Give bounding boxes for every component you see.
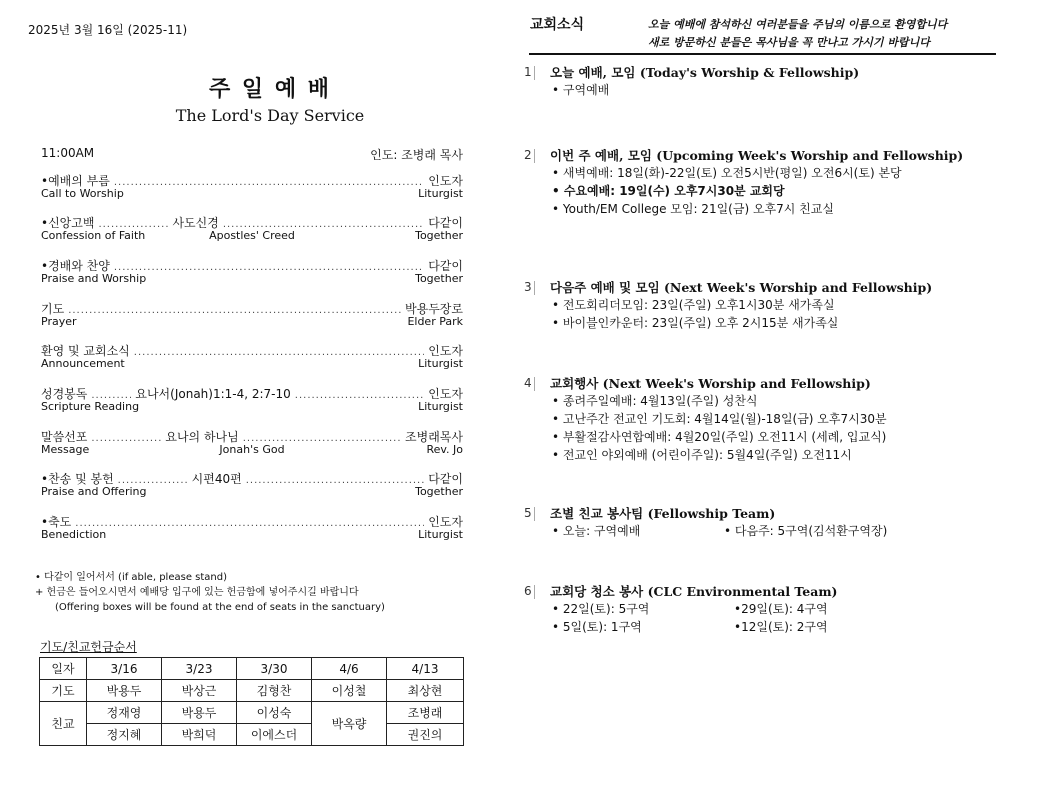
section-number: 2: [524, 148, 532, 162]
page-title: 주 일 예 배: [209, 76, 331, 102]
section-heading: 조별 친교 봉사팀 (Fellowship Team): [550, 506, 776, 521]
order-item-who: 박용두장로: [405, 302, 463, 316]
table-cell: 김형찬: [237, 680, 312, 702]
list-item: • 전교인 야외예배 (어린이주일): 5월4일(주일) 오전11시: [552, 448, 852, 462]
section-heading: 교회당 청소 봉사 (CLC Environmental Team): [550, 584, 838, 599]
table-cell: 박옥량: [312, 702, 387, 746]
table-cell: 이에스더: [237, 724, 312, 746]
table-cell: 최상현: [387, 680, 464, 702]
table-cell: 4/6: [312, 658, 387, 680]
order-item-ko: 환영 및 교회소식: [41, 344, 130, 358]
order-item-who-en: Liturgist: [418, 357, 463, 370]
order-item-who: 인도자: [428, 344, 463, 358]
table-cell: 일자: [40, 658, 87, 680]
order-item: [41, 214, 463, 244]
order-item-ko: •예배의 부름: [41, 174, 110, 188]
order-item: [41, 342, 463, 372]
order-item-who: 인도자: [428, 515, 463, 529]
schedule-table: [39, 657, 464, 746]
section-number: 4: [524, 376, 532, 390]
order-item-who: 인도자: [428, 387, 463, 401]
table-cell: 3/23: [162, 658, 237, 680]
schedule-title: 기도/친교헌금순서: [40, 640, 137, 654]
bulletin-date: 2025년 3월 16일 (2025-11): [28, 23, 188, 37]
order-item-en: Announcement: [41, 357, 125, 370]
divider: [529, 53, 996, 55]
list-item: •12일(토): 2구역: [734, 620, 828, 634]
order-item-en: Confession of Faith: [41, 229, 146, 242]
table-cell: 3/30: [237, 658, 312, 680]
order-item-ko: 말씀선포: [41, 430, 88, 444]
list-item: • 부활절감사연합예배: 4월20일(주일) 오전11시 (세례, 입교식): [552, 430, 887, 444]
order-item-mid-en: Jonah's God: [219, 443, 285, 456]
order-item-mid: 요나서(Jonah)1:1-4, 2:7-10: [135, 387, 291, 401]
order-item: [41, 300, 463, 330]
section-heading: 오늘 예배, 모임 (Today's Worship & Fellowship): [550, 65, 860, 80]
order-item-who: 다같이: [428, 259, 463, 273]
notes: [35, 570, 385, 615]
order-item-who-en: Together: [415, 272, 463, 285]
list-item: • Youth/EM College 모임: 21일(금) 오후7시 친교실: [552, 202, 834, 216]
list-item: • 22일(토): 5구역: [552, 602, 650, 616]
note-offering-en: (Offering boxes will be found at the end of seats in the sanctuary): [55, 602, 385, 613]
welcome-line: 오늘 예배에 참석하신 여러분들을 주님의 이름으로 환영합니다: [648, 18, 948, 31]
order-item-en: Message: [41, 443, 90, 456]
table-cell: 이성철: [312, 680, 387, 702]
table-row: [40, 680, 464, 702]
order-item-who-en: Elder Park: [407, 315, 463, 328]
order-item: [41, 428, 463, 458]
service-time: 11:00AM: [41, 146, 95, 160]
order-item-en: Prayer: [41, 315, 77, 328]
order-item-ko: 기도: [41, 302, 65, 316]
order-item-who-en: Liturgist: [418, 528, 463, 541]
section-heading: 다음주 예배 및 모임 (Next Week's Worship and Fellowship): [550, 280, 933, 295]
list-item: • 5일(토): 1구역: [552, 620, 642, 634]
order-item: [41, 172, 463, 202]
section-number: 5: [524, 506, 532, 520]
table-cell: 권진의: [387, 724, 464, 746]
order-item-mid-en: Apostles' Creed: [209, 229, 295, 242]
order-item-ko: •찬송 및 봉헌: [41, 472, 114, 486]
order-item-en: Praise and Offering: [41, 485, 147, 498]
list-item: • 오늘: 구역예배: [552, 524, 641, 538]
table-cell: 정지혜: [87, 724, 162, 746]
list-item: • 전도회리더모임: 23일(주일) 오후1시30분 새가족실: [552, 298, 835, 312]
list-item: • 종려주일예배: 4월13일(주일) 성찬식: [552, 394, 758, 408]
list-item: • 고난주간 전교인 기도회: 4월14일(월)-18일(금) 오후7시30분: [552, 412, 887, 426]
order-item-ko: 성경봉독: [41, 387, 88, 401]
list-item: • 다음주: 5구역(김석환구역장): [724, 524, 888, 538]
section-heading: 교회행사 (Next Week's Worship and Fellowship): [550, 376, 871, 391]
order-item-who-en: Together: [415, 485, 463, 498]
order-item-ko: •축도: [41, 515, 72, 529]
order-item: [41, 257, 463, 287]
order-item-who: 다같이: [428, 472, 463, 486]
order-item-ko: •경배와 찬양: [41, 259, 110, 273]
news-title: 교회소식: [530, 17, 585, 33]
order-item-mid: 요나의 하나님: [165, 430, 239, 444]
table-cell: 박용두: [87, 680, 162, 702]
list-item: • 수요예배: 19일(수) 오후7시30분 교회당: [552, 184, 785, 198]
list-item: •29일(토): 4구역: [734, 602, 828, 616]
order-item-en: Scripture Reading: [41, 400, 140, 413]
table-row: [40, 658, 464, 680]
table-cell: 박희덕: [162, 724, 237, 746]
order-item-ko: •신앙고백: [41, 216, 95, 230]
table-cell: 친교: [40, 702, 87, 746]
table-row: [40, 702, 464, 724]
section-number: 6: [524, 584, 532, 598]
table-cell: 기도: [40, 680, 87, 702]
welcome-message: [648, 16, 947, 52]
order-item: [41, 470, 463, 500]
order-item-who: 다같이: [428, 216, 463, 230]
list-item: • 구역예배: [552, 83, 610, 97]
table-cell: 박상근: [162, 680, 237, 702]
order-item-mid: 시편40편: [191, 472, 242, 486]
order-item-who-en: Together: [415, 229, 463, 242]
list-item: • 바이블인카운터: 23일(주일) 오후 2시15분 새가족실: [552, 316, 839, 330]
order-item-en: Benediction: [41, 528, 107, 541]
table-cell: 정재영: [87, 702, 162, 724]
table-cell: 3/16: [87, 658, 162, 680]
welcome-line: 새로 방문하신 분들은 목사님을 꼭 만나고 가시기 바랍니다: [648, 36, 930, 49]
order-item-en: Praise and Worship: [41, 272, 147, 285]
section-number: 3: [524, 280, 532, 294]
order-item-who-en: Liturgist: [418, 187, 463, 200]
service-leader: 인도: 조병래 목사: [370, 148, 463, 162]
order-item-who-en: Liturgist: [418, 400, 463, 413]
table-cell: 4/13: [387, 658, 464, 680]
order-item-who: 조병래목사: [405, 430, 463, 444]
order-item: [41, 385, 463, 415]
section-number: 1: [524, 65, 532, 79]
table-cell: 이성숙: [237, 702, 312, 724]
page-subtitle: The Lord's Day Service: [175, 106, 365, 125]
table-cell: 박용두: [162, 702, 237, 724]
order-item: [41, 513, 463, 543]
order-item-who: 인도자: [428, 174, 463, 188]
order-item-who-en: Rev. Jo: [426, 443, 463, 456]
note-stand: • 다같이 일어서서 (if able, please stand): [35, 572, 227, 583]
table-cell: 조병래: [387, 702, 464, 724]
section-heading: 이번 주 예배, 모임 (Upcoming Week's Worship and Fellowship): [550, 148, 964, 163]
order-item-en: Call to Worship: [41, 187, 124, 200]
order-item-mid: 사도신경: [172, 216, 219, 230]
list-item: • 새벽예배: 18일(화)-22일(토) 오전5시반(평일) 오전6시(토) 본당: [552, 166, 902, 180]
note-offering: + 헌금은 들어오시면서 예배당 입구에 있는 헌금함에 넣어주시길 바랍니다: [35, 587, 359, 598]
table-row: [40, 724, 464, 746]
